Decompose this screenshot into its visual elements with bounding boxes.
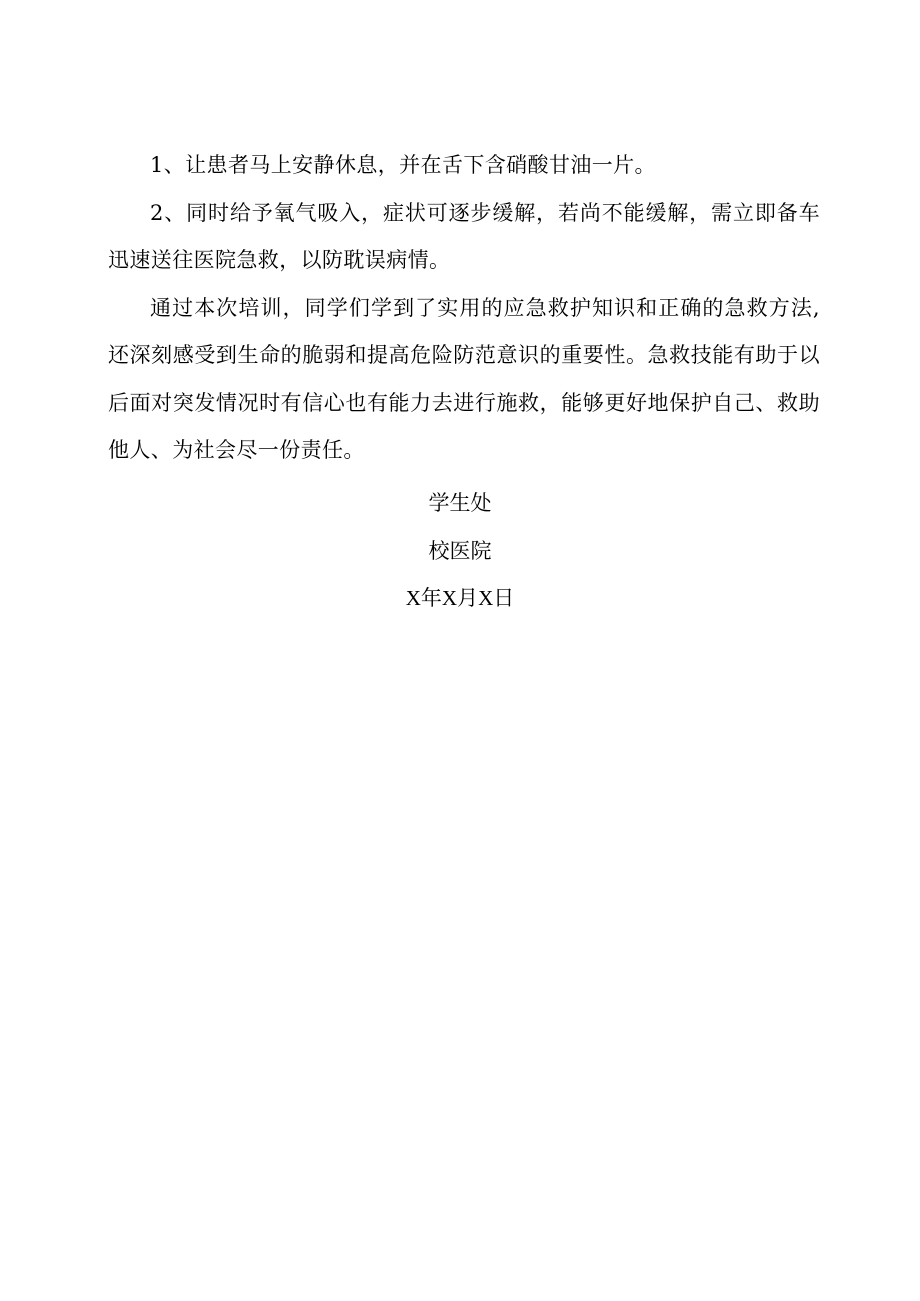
paragraph-step-2: 2、同时给予氧气吸入，症状可逐步缓解，若尚不能缓解，需立即备车迅速送往医院急救，以防耽误病情。 — [108, 200, 820, 272]
signature-clinic: 校医院 — [428, 538, 492, 563]
signature-date: X年X月X日 — [405, 586, 515, 610]
document-body — [108, 142, 820, 475]
signature-department: 学生处 — [428, 491, 492, 515]
signature-block — [0, 480, 920, 623]
paragraph-step-1: 1、让患者马上安静休息，并在舌下含硝酸甘油一片。 — [150, 153, 656, 177]
paragraph-summary: 通过本次培训，同学们学到了实用的应急救护知识和正确的急救方法,还深刻感受到生命的脆弱和提高危险防范意识的重要性。急救技能有助于以后面对突发情况时有信心也有能力去进行施救，能够更好地保护自己、救助他人、为社会尽一份责任。 — [108, 295, 820, 462]
